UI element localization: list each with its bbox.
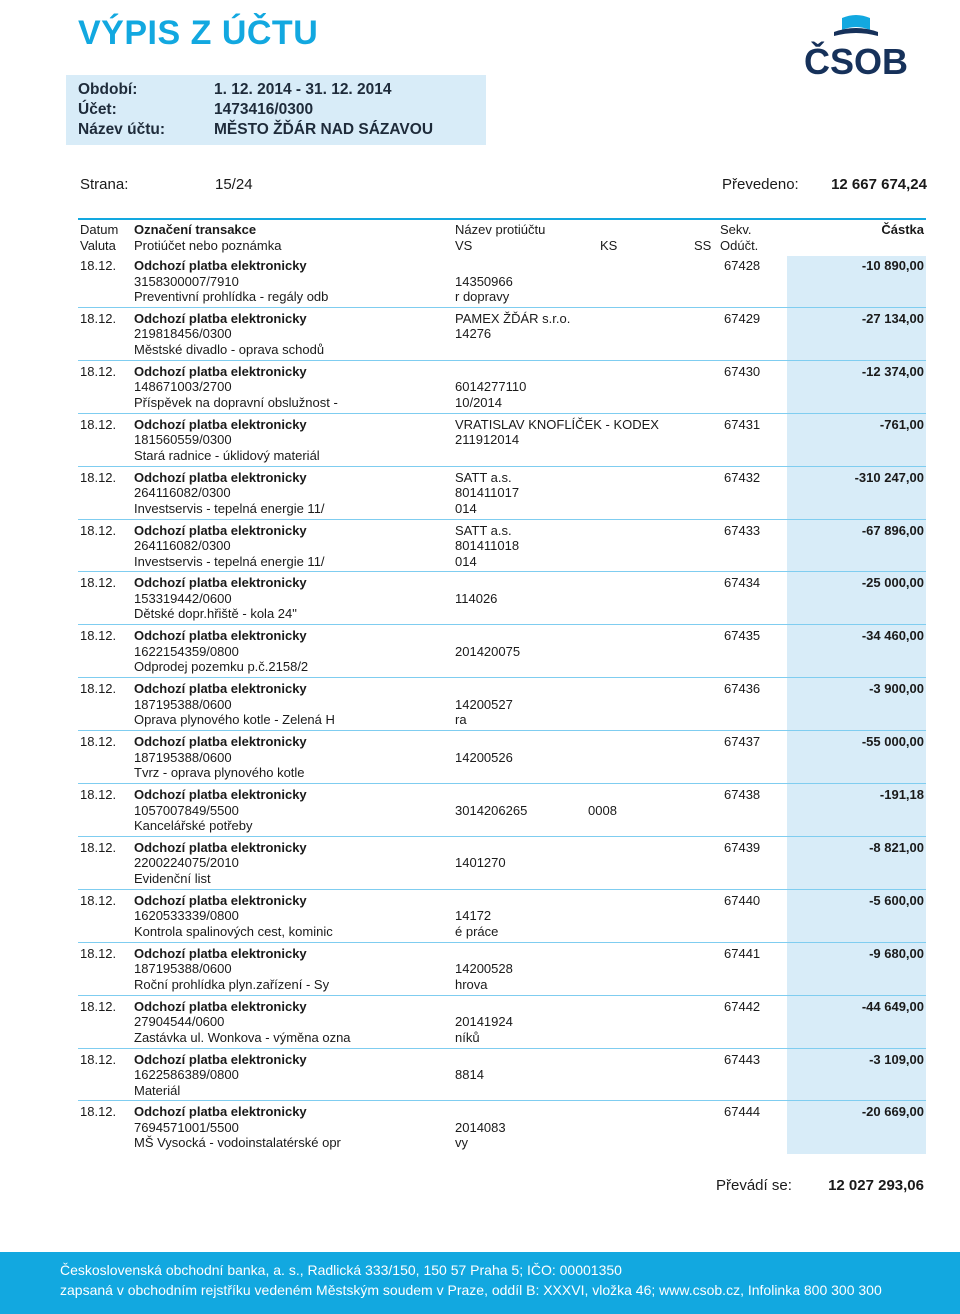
row-type: Odchozí platba elektronicky bbox=[134, 469, 307, 485]
row-account: 187195388/0600 bbox=[134, 961, 232, 977]
row-type: Odchozí platba elektronicky bbox=[134, 575, 307, 591]
row-vs: 201420075 bbox=[455, 643, 521, 659]
row-date: 18.12. bbox=[80, 1104, 117, 1120]
carried-over-label: Převedeno: bbox=[722, 176, 799, 193]
account-label: Účet: bbox=[78, 101, 117, 118]
row-sequence: 67441 bbox=[724, 945, 761, 961]
row-separator bbox=[78, 571, 926, 572]
row-sequence: 67438 bbox=[724, 787, 761, 802]
row-sequence: 67436 bbox=[724, 681, 761, 697]
col-nazev: Název protiúčtu bbox=[455, 222, 546, 237]
page-number: 15/24 bbox=[215, 176, 253, 193]
row-separator bbox=[78, 677, 926, 678]
row-date: 18.12. bbox=[80, 839, 117, 855]
row-note: Evidenční list bbox=[134, 870, 211, 886]
header-rule bbox=[78, 218, 926, 220]
row-vs: 14276 bbox=[455, 326, 492, 342]
row-date: 18.12. bbox=[80, 469, 117, 485]
row-vs-cont: 10/2014 bbox=[455, 394, 502, 410]
row-date: 18.12. bbox=[80, 258, 117, 273]
row-account: 1622586389/0800 bbox=[134, 1067, 239, 1082]
col-protiucet: Protiúčet nebo poznámka bbox=[134, 238, 282, 253]
row-separator bbox=[78, 783, 926, 784]
row-vs: 20141924 bbox=[455, 1014, 513, 1030]
row-amount: -5 600,00 bbox=[869, 892, 924, 908]
footer-line-1: Československá obchodní banka, a. s., Radlická 333/150, 150 57 Praha 5; IČO: 00001350 bbox=[60, 1262, 622, 1278]
row-separator bbox=[78, 519, 926, 520]
account-info-box bbox=[66, 75, 486, 145]
row-amount: -8 821,00 bbox=[869, 839, 924, 855]
row-vs: 8814 bbox=[455, 1067, 484, 1082]
row-amount: -27 134,00 bbox=[861, 310, 924, 326]
row-note: Investservis - tepelná energie 11/ bbox=[134, 553, 325, 569]
amount-column-shade bbox=[787, 256, 926, 1154]
period-label: Období: bbox=[78, 81, 138, 98]
row-vs: 2014083 bbox=[455, 1119, 506, 1135]
row-date: 18.12. bbox=[80, 1051, 117, 1067]
row-sequence: 67444 bbox=[724, 1104, 761, 1120]
row-amount: -25 000,00 bbox=[861, 575, 924, 591]
row-amount: -3 900,00 bbox=[869, 681, 924, 697]
row-type: Odchozí platba elektronicky bbox=[134, 734, 307, 750]
row-account: 181560559/0300 bbox=[134, 432, 232, 448]
row-account: 264116082/0300 bbox=[134, 485, 231, 501]
row-amount: -55 000,00 bbox=[861, 734, 924, 750]
carried-over-value: 12 667 674,24 bbox=[831, 176, 927, 193]
row-type: Odchozí platba elektronicky bbox=[134, 310, 307, 326]
row-vs: 801411017 bbox=[455, 485, 520, 501]
logo-text: ČSOB bbox=[804, 41, 908, 78]
row-sequence: 67434 bbox=[724, 575, 761, 591]
row-type: Odchozí platba elektronicky bbox=[134, 945, 307, 961]
footer-line-2: zapsaná v obchodním rejstříku vedeném Městským soudem v Praze, oddíl B: XXXVI, vložka 46; www.csob.cz, Infolinka 800 300 300 bbox=[60, 1282, 882, 1298]
row-type: Odchozí platba elektronicky bbox=[134, 1104, 307, 1120]
row-type: Odchozí platba elektronicky bbox=[134, 787, 307, 802]
row-sequence: 67428 bbox=[724, 258, 761, 273]
row-vs-cont: 014 bbox=[455, 500, 477, 516]
row-separator bbox=[78, 307, 926, 308]
row-date: 18.12. bbox=[80, 363, 117, 379]
row-note: Materiál bbox=[134, 1082, 181, 1098]
row-sequence: 67429 bbox=[724, 310, 761, 326]
row-sequence: 67437 bbox=[724, 734, 761, 750]
row-vs-cont: ra bbox=[455, 712, 467, 728]
row-type: Odchozí platba elektronicky bbox=[134, 998, 307, 1014]
row-date: 18.12. bbox=[80, 787, 117, 802]
col-sekv: Sekv. bbox=[720, 222, 752, 237]
row-vs: 6014277110 bbox=[455, 379, 527, 395]
row-date: 18.12. bbox=[80, 734, 117, 750]
row-account: 219818456/0300 bbox=[134, 326, 232, 342]
row-sequence: 67433 bbox=[724, 522, 761, 538]
row-separator bbox=[78, 730, 926, 731]
row-vs-cont: 014 bbox=[455, 553, 477, 569]
row-account: 187195388/0600 bbox=[134, 749, 232, 765]
row-counterparty: PAMEX ŽĎÁR s.r.o. bbox=[455, 310, 571, 326]
col-datum: Datum bbox=[80, 222, 119, 237]
row-separator bbox=[78, 995, 926, 996]
row-date: 18.12. bbox=[80, 416, 117, 432]
row-date: 18.12. bbox=[80, 681, 117, 697]
col-ss: SS bbox=[694, 238, 712, 253]
row-account: 1057007849/5500 bbox=[134, 802, 239, 818]
row-vs-cont: é práce bbox=[455, 923, 499, 939]
row-type: Odchozí platba elektronicky bbox=[134, 681, 307, 697]
row-vs-cont: r dopravy bbox=[455, 289, 510, 304]
row-amount: -44 649,00 bbox=[861, 998, 924, 1014]
row-separator bbox=[78, 624, 926, 625]
row-sequence: 67440 bbox=[724, 892, 761, 908]
row-separator bbox=[78, 1100, 926, 1101]
row-counterparty: SATT a.s. bbox=[455, 522, 512, 538]
page-title: VÝPIS Z ÚČTU bbox=[78, 14, 319, 52]
row-amount: -310 247,00 bbox=[854, 469, 924, 485]
row-account: 2200224075/2010 bbox=[134, 855, 239, 871]
row-account: 3158300007/7910 bbox=[134, 273, 239, 289]
account-name-value: MĚSTO ŽĎÁR NAD SÁZAVOU bbox=[214, 121, 434, 138]
row-vs: 14200526 bbox=[455, 749, 513, 765]
csob-logo bbox=[804, 14, 908, 78]
row-vs: 801411018 bbox=[455, 538, 520, 553]
row-account: 264116082/0300 bbox=[134, 538, 231, 553]
account-value: 1473416/0300 bbox=[214, 101, 314, 118]
row-type: Odchozí platba elektronicky bbox=[134, 416, 307, 432]
row-sequence: 67442 bbox=[724, 998, 761, 1014]
row-date: 18.12. bbox=[80, 522, 117, 538]
row-amount: -3 109,00 bbox=[869, 1051, 924, 1067]
row-counterparty: VRATISLAV KNOFLÍČEK - KODEX bbox=[455, 416, 659, 432]
footer-bar bbox=[0, 1252, 960, 1314]
row-vs-cont: níků bbox=[455, 1029, 480, 1045]
row-type: Odchozí platba elektronicky bbox=[134, 258, 307, 273]
row-separator bbox=[78, 889, 926, 890]
row-account: 148671003/2700 bbox=[134, 379, 232, 395]
row-amount: -761,00 bbox=[879, 416, 924, 432]
row-date: 18.12. bbox=[80, 575, 117, 591]
row-vs-cont: hrova bbox=[455, 976, 488, 992]
row-note: Tvrz - oprava plynového kotle bbox=[134, 765, 305, 781]
row-account: 7694571001/5500 bbox=[134, 1119, 239, 1135]
row-separator bbox=[78, 942, 926, 943]
row-vs: 114026 bbox=[455, 590, 498, 606]
row-type: Odchozí platba elektronicky bbox=[134, 892, 307, 908]
carry-forward-label: Převádí se: bbox=[716, 1177, 792, 1194]
row-separator bbox=[78, 413, 926, 414]
row-sequence: 67443 bbox=[724, 1051, 761, 1067]
row-note: Preventivní prohlídka - regály odb bbox=[134, 289, 329, 304]
row-ks: 0008 bbox=[588, 802, 617, 818]
row-date: 18.12. bbox=[80, 945, 117, 961]
row-amount: -191,18 bbox=[879, 787, 924, 802]
row-amount: -20 669,00 bbox=[861, 1104, 924, 1120]
row-note: Roční prohlídka plyn.zařízení - Sy bbox=[134, 976, 330, 992]
row-date: 18.12. bbox=[80, 310, 117, 326]
row-note: MŠ Vysocká - vodoinstalatérské opr bbox=[134, 1135, 341, 1151]
row-separator bbox=[78, 360, 926, 361]
row-note: Kancelářské potřeby bbox=[134, 818, 253, 833]
row-note: Dětské dopr.hřiště - kola 24" bbox=[134, 606, 297, 622]
row-note: Městské divadlo - oprava schodů bbox=[134, 341, 325, 357]
row-sequence: 67430 bbox=[724, 363, 761, 379]
row-type: Odchozí platba elektronicky bbox=[134, 1051, 307, 1067]
row-sequence: 67439 bbox=[724, 839, 761, 855]
row-vs: 3014206265 bbox=[455, 802, 528, 818]
carry-forward-value: 12 027 293,06 bbox=[828, 1177, 924, 1194]
row-vs: 14200527 bbox=[455, 696, 513, 712]
row-sequence: 67435 bbox=[724, 628, 761, 644]
row-note: Zastávka ul. Wonkova - výměna ozna bbox=[134, 1029, 351, 1045]
col-valuta: Valuta bbox=[80, 238, 116, 253]
row-date: 18.12. bbox=[80, 892, 117, 908]
row-date: 18.12. bbox=[80, 998, 117, 1014]
row-amount: -12 374,00 bbox=[861, 363, 924, 379]
row-counterparty: SATT a.s. bbox=[455, 469, 512, 485]
row-note: Stará radnice - úklidový materiál bbox=[134, 447, 320, 463]
row-note: Investservis - tepelná energie 11/ bbox=[134, 500, 325, 516]
row-vs: 14350966 bbox=[455, 273, 513, 289]
col-oducet: Odúčt. bbox=[720, 238, 759, 253]
page-label: Strana: bbox=[80, 176, 129, 193]
row-sequence: 67431 bbox=[724, 416, 761, 432]
row-type: Odchozí platba elektronicky bbox=[134, 522, 307, 538]
col-vs: VS bbox=[455, 238, 473, 253]
row-vs: 14172 bbox=[455, 908, 492, 924]
row-vs: 1401270 bbox=[455, 855, 506, 871]
row-sequence: 67432 bbox=[724, 469, 761, 485]
row-note: Kontrola spalinových cest, kominic bbox=[134, 923, 333, 939]
row-account: 1620533339/0800 bbox=[134, 908, 239, 924]
row-vs-cont: vy bbox=[455, 1135, 468, 1151]
col-ks: KS bbox=[600, 238, 618, 253]
row-account: 1622154359/0800 bbox=[134, 643, 239, 659]
row-separator bbox=[78, 836, 926, 837]
row-amount: -34 460,00 bbox=[861, 628, 924, 644]
row-amount: -67 896,00 bbox=[861, 522, 924, 538]
row-vs: 211912014 bbox=[455, 432, 520, 448]
row-note: Oprava plynového kotle - Zelená H bbox=[134, 712, 335, 728]
row-date: 18.12. bbox=[80, 628, 117, 644]
row-account: 27904544/0600 bbox=[134, 1014, 225, 1030]
row-account: 187195388/0600 bbox=[134, 696, 232, 712]
period-value: 1. 12. 2014 - 31. 12. 2014 bbox=[214, 81, 392, 98]
row-vs: 14200528 bbox=[455, 961, 513, 977]
col-castka: Částka bbox=[881, 222, 924, 237]
row-type: Odchozí platba elektronicky bbox=[134, 363, 307, 379]
row-separator bbox=[78, 466, 926, 467]
row-amount: -9 680,00 bbox=[869, 945, 924, 961]
row-amount: -10 890,00 bbox=[861, 258, 924, 273]
row-note: Příspěvek na dopravní obslužnost - bbox=[134, 394, 338, 410]
row-separator bbox=[78, 1048, 926, 1049]
account-name-label: Název účtu: bbox=[78, 121, 165, 138]
row-account: 153319442/0600 bbox=[134, 590, 232, 606]
row-type: Odchozí platba elektronicky bbox=[134, 628, 307, 644]
row-type: Odchozí platba elektronicky bbox=[134, 839, 307, 855]
col-oznaceni: Označení transakce bbox=[134, 222, 257, 237]
row-note: Odprodej pozemku p.č.2158/2 bbox=[134, 659, 309, 675]
